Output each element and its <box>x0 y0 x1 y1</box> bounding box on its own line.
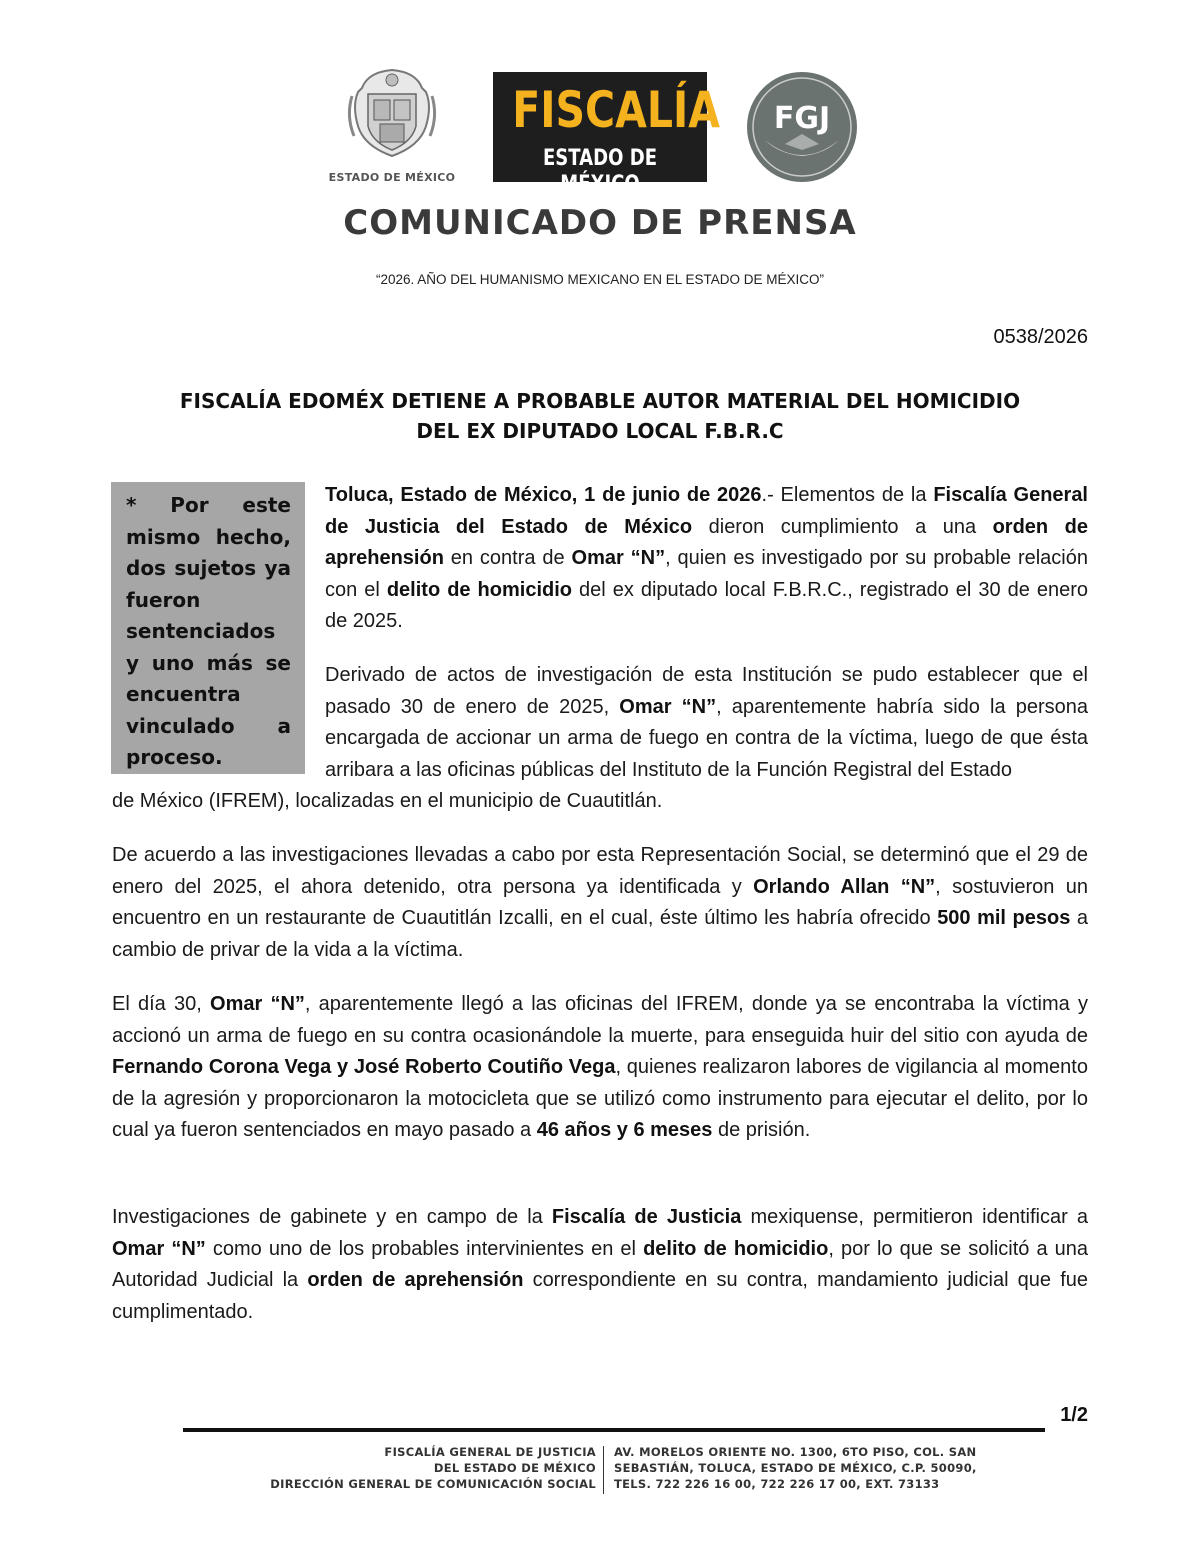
p4-text: , aparentemente llegó a las oficinas del IFREM, donde ya se encontraba la víctima y accionó un arma de fuego en su contra ocasionándole la muerte, para enseguida huir del sitio con ayuda de <box>112 993 1088 1047</box>
fiscalia-logo <box>493 72 720 197</box>
footer-institution <box>230 1444 596 1492</box>
p1-bold: Fiscalía General de Justicia del Estado de México <box>325 484 1088 538</box>
fiscalia-logo-title: FISCALÍA <box>512 81 720 139</box>
fiscalia-logo-subtitle: ESTADO DE MÉXICO <box>542 146 658 197</box>
p2-bold: Omar “N” <box>619 695 717 718</box>
p1-text: dieron cumplimiento a una <box>692 515 993 538</box>
p1-dateline: Toluca, Estado de México, 1 de junio de 2026 <box>325 484 762 506</box>
paragraph-4 <box>112 989 1088 1147</box>
p3-bold: Orlando Allan “N” <box>753 875 936 898</box>
p5-text: , por lo que se solicitó a una Autoridad Judicial la <box>112 1237 1089 1291</box>
p1-bold: Omar “N” <box>571 547 666 569</box>
edomex-logo-label: ESTADO DE MÉXICO <box>328 171 456 184</box>
p4-bold: Omar “N” <box>210 993 305 1015</box>
p5-text: correspondiente en su contra, mandamiento judicial que fue cumplimentado. <box>112 1269 1088 1323</box>
p4-text: , quienes realizaron labores de vigilancia al momento de la agresión y proporcionaron la motocicleta que se utilizó como instrumento para ejecutar el delito, por lo cual ya fueron sentenciados en mayo pasado a <box>112 1056 1088 1141</box>
p5-text: como uno de los probables intervinientes en el <box>205 1237 644 1260</box>
fgj-logo <box>745 70 859 184</box>
p2-text: , aparentemente habría sido la persona encargada de accionar un arma de fuego en contra de la víctima, luego de que ésta arribara a las oficinas públicas del Instituto de la Función Registral del Estado <box>325 695 1088 781</box>
footer-divider <box>183 1428 1045 1432</box>
footer-left-line-2: DEL ESTADO DE MÉXICO <box>433 1461 596 1475</box>
edomex-logo <box>322 66 462 186</box>
p5-text: mexiquense, permitieron identificar a <box>741 1206 1088 1228</box>
p3-text: De acuerdo a las investigaciones llevadas a cabo por esta Representación Social, se determinó que el 29 de enero del 2025, el ahora detenido, otra persona ya identificada y <box>112 844 1088 898</box>
paragraph-2-continued: de México (IFREM), localizadas en el municipio de Cuautitlán. <box>112 790 663 812</box>
footer-left-line-1: FISCALÍA GENERAL DE JUSTICIA <box>384 1445 596 1459</box>
fgj-logo-text: FGJ <box>773 101 831 136</box>
paragraph-3 <box>112 840 1088 966</box>
paragraph-1 <box>325 480 1088 638</box>
highlight-box: * Por este mismo hecho, dos sujetos ya fueron sentenciados y uno más se encuentra vinculado a proceso. <box>111 482 305 774</box>
footer-right-line-1: AV. MORELOS ORIENTE NO. 1300, 6TO PISO, COL. SAN <box>614 1445 977 1459</box>
p1-text: , quien es investigado por su probable relación con el <box>325 547 1088 601</box>
p4-text: El día 30, <box>112 993 211 1015</box>
p3-text: a cambio de privar de la vida a la víctima. <box>112 907 1089 961</box>
p5-bold: Fiscalía de Justicia <box>551 1206 742 1228</box>
headline-line-2: DEL EX DIPUTADO LOCAL F.B.R.C <box>416 419 784 443</box>
p4-text: de prisión. <box>712 1119 811 1141</box>
p5-bold: Omar “N” <box>112 1237 206 1260</box>
coat-of-arms-icon <box>322 66 462 166</box>
footer-right-line-2: SEBASTIÁN, TOLUCA, ESTADO DE MÉXICO, C.P. 50090, <box>614 1461 977 1475</box>
p5-bold: orden de aprehensión <box>307 1269 524 1291</box>
logo-bar <box>0 66 1200 197</box>
headline <box>112 386 1088 446</box>
page-number: 1/2 <box>1060 1404 1088 1426</box>
p1-text: .- Elementos de la <box>761 484 934 506</box>
footer-left-line-3: DIRECCIÓN GENERAL DE COMUNICACIÓN SOCIAL <box>270 1477 596 1491</box>
footer-right-line-3: TELS. 722 226 16 00, 722 226 17 00, EXT. 73133 <box>614 1477 940 1491</box>
footer-separator <box>603 1446 604 1494</box>
p1-text: en contra de <box>443 547 572 569</box>
footer-address <box>614 1444 1014 1492</box>
p1-text: del ex diputado local F.B.R.C., registrado el 30 de enero de 2025. <box>325 578 1088 632</box>
paragraph-5 <box>112 1202 1088 1328</box>
paragraph-2 <box>325 660 1088 786</box>
p5-bold: delito de homicidio <box>643 1237 829 1260</box>
year-motto: “2026. AÑO DEL HUMANISMO MEXICANO EN EL ESTADO DE MÉXICO” <box>375 272 825 287</box>
p3-bold: 500 mil pesos <box>937 907 1071 929</box>
press-release-title: COMUNICADO DE PRENSA <box>343 203 857 243</box>
p4-bold: Fernando Corona Vega y José Roberto Coutiño Vega <box>112 1056 616 1078</box>
p1-bold: delito de homicidio <box>386 578 572 601</box>
headline-line-1: FISCALÍA EDOMÉX DETIENE A PROBABLE AUTOR MATERIAL DEL HOMICIDIO <box>179 389 1021 413</box>
p1-bold: orden de aprehensión <box>325 515 1089 569</box>
p2-text: Derivado de actos de investigación de esta Institución se pudo establecer que el pasado 30 de enero de 2025, <box>325 664 1088 718</box>
release-number: 0538/2026 <box>993 326 1088 348</box>
p5-text: Investigaciones de gabinete y en campo de la <box>112 1206 552 1228</box>
p3-text: , sostuvieron un encuentro en un restaurante de Cuautitlán Izcalli, en el cual, éste último les habría ofrecido <box>112 875 1088 929</box>
p4-bold: 46 años y 6 meses <box>536 1119 713 1141</box>
fgj-seal-icon <box>745 70 859 184</box>
